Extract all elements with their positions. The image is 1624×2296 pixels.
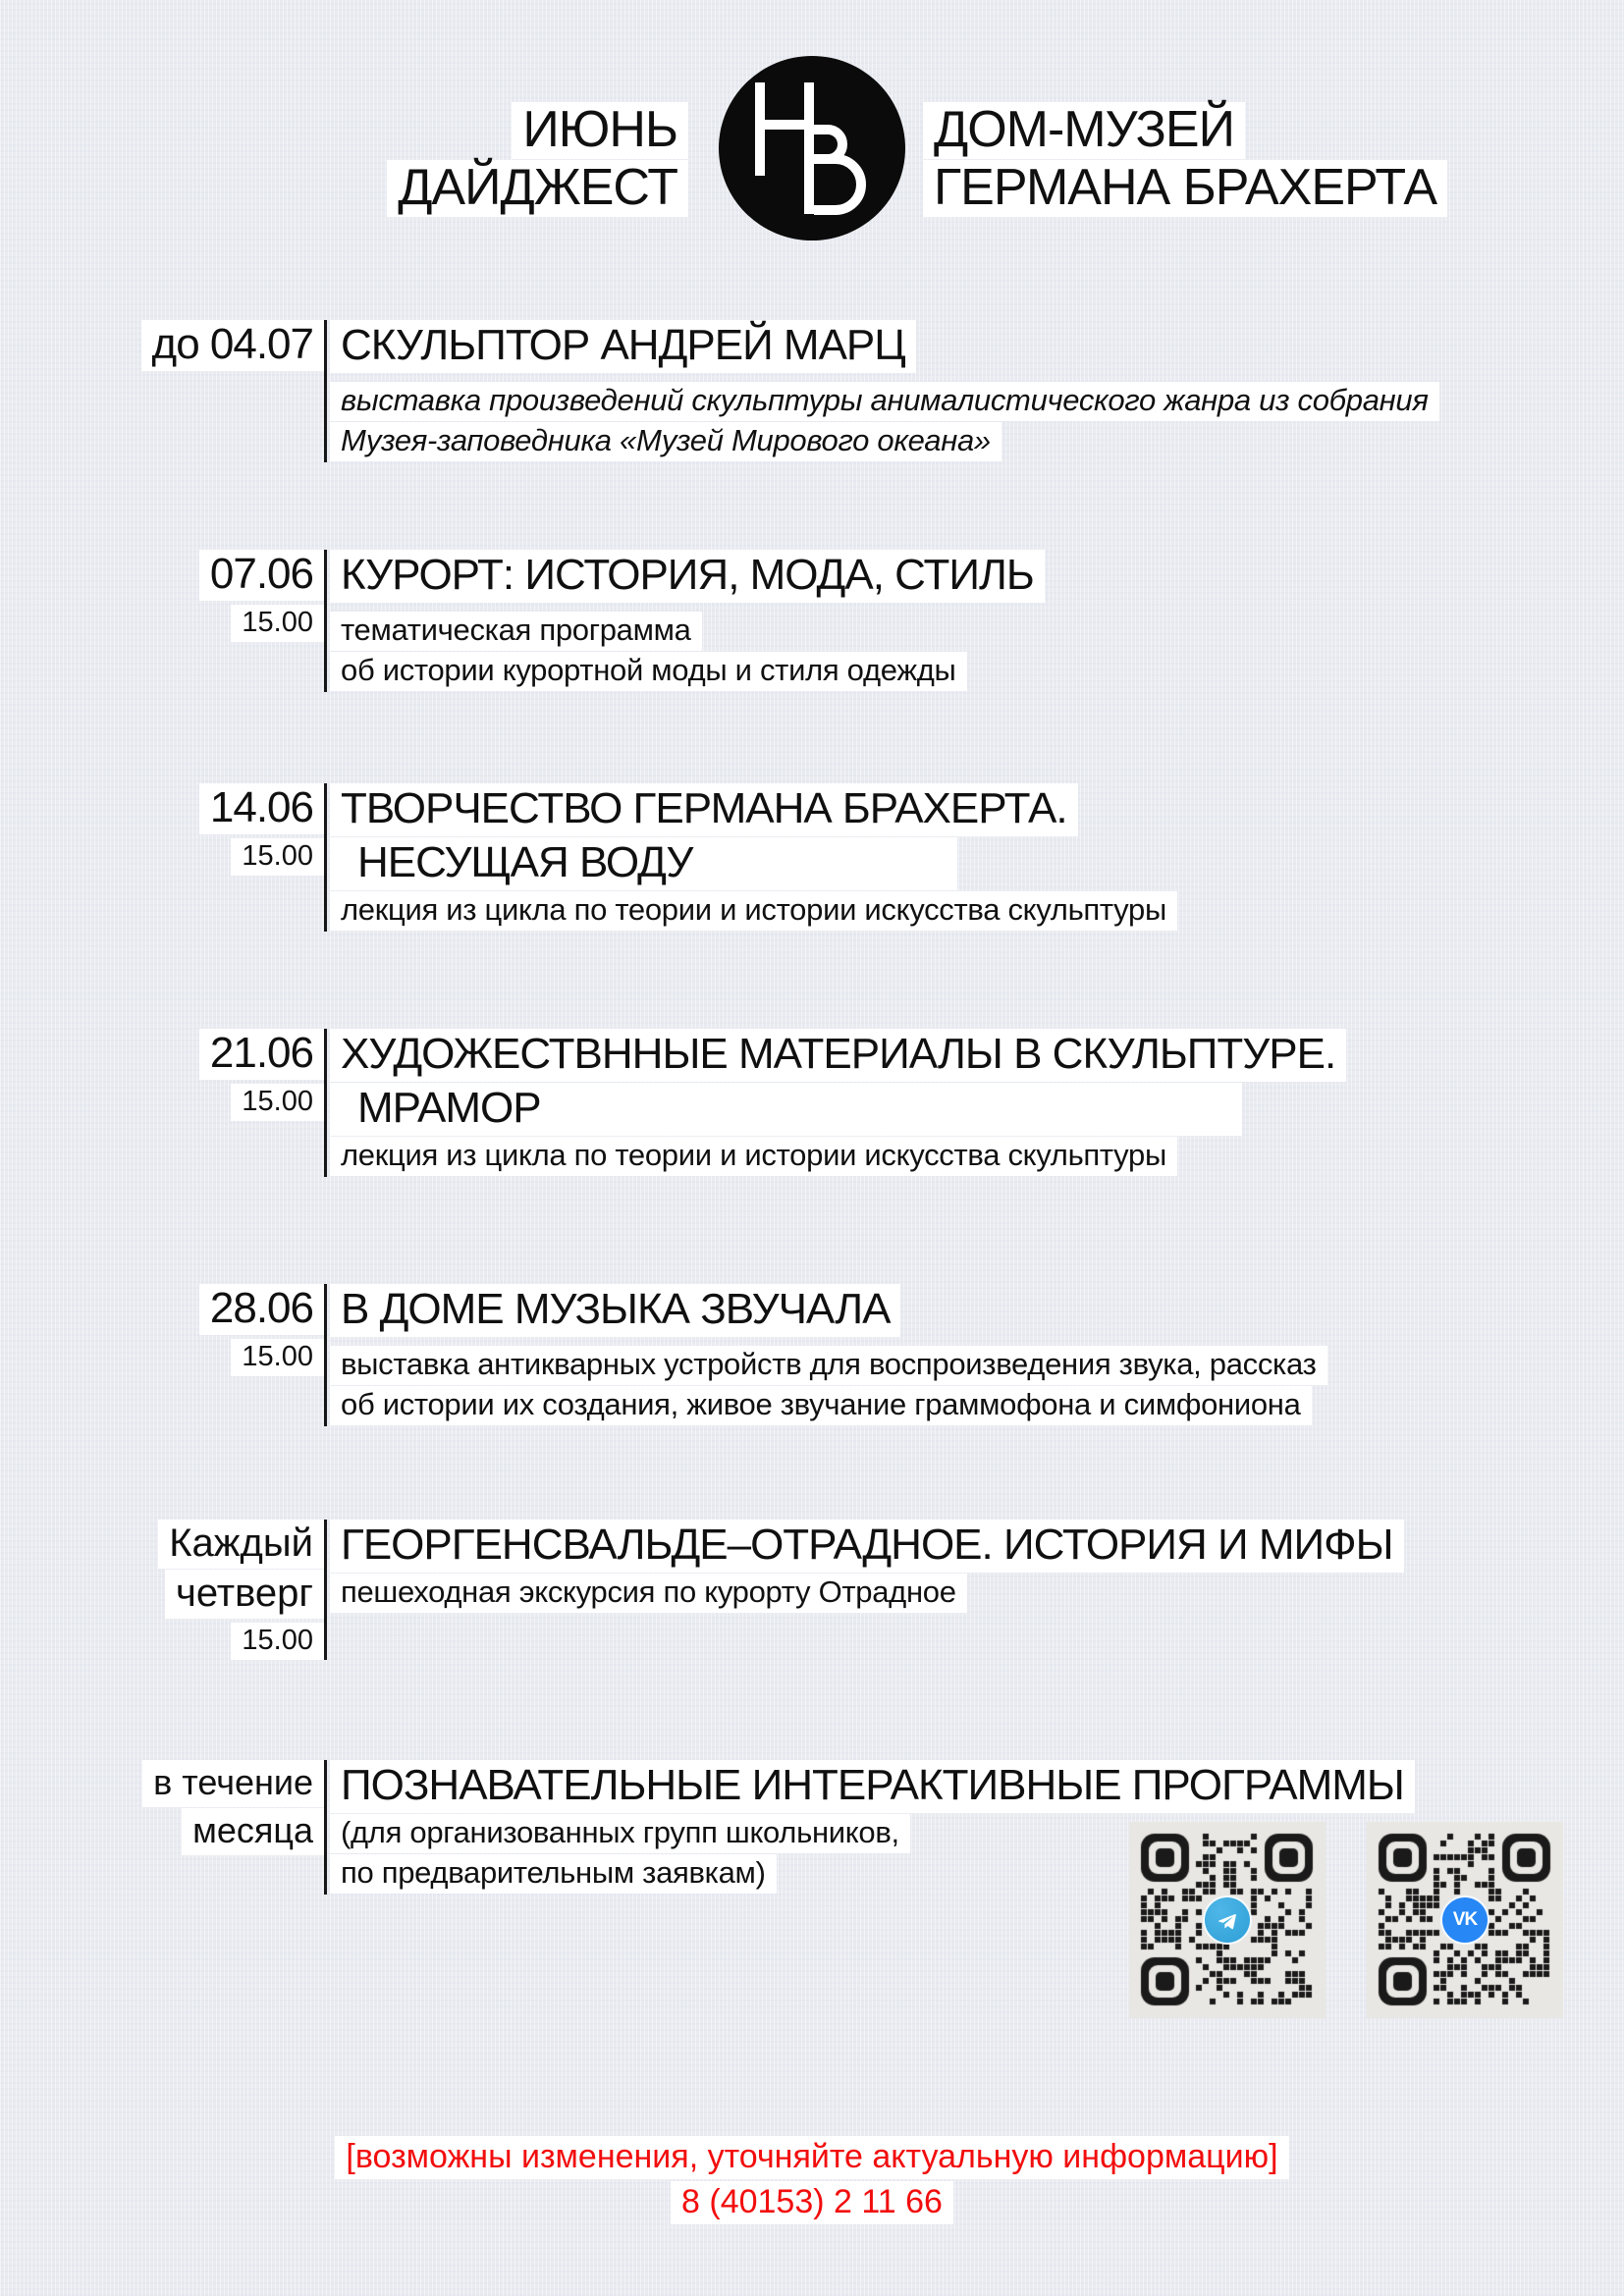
event-time: 15.00 (231, 1084, 324, 1121)
header-month-block (0, 102, 688, 218)
event-description: пешеходная экскурсия по курорту Отрадное (330, 1574, 967, 1613)
event-description: выставка произведений скульптуры анималистического жанра из собрания (330, 382, 1439, 421)
event-title: ТВОРЧЕСТВО ГЕРМАНА БРАХЕРТА. (330, 783, 1078, 836)
event-date-text: 14.06 (199, 783, 324, 834)
event-date-text: четверг (165, 1570, 324, 1619)
event-title: ПОЗНАВАТЕЛЬНЫЕ ИНТЕРАКТИВНЫЕ ПРОГРАММЫ (330, 1760, 1415, 1813)
event-description: об истории курортной моды и стиля одежды (330, 652, 967, 691)
header-museum-block (923, 102, 1447, 218)
event-item-marble-lecture (0, 1029, 1624, 1177)
event-title: КУРОРТ: ИСТОРИЯ, МОДА, СТИЛЬ (330, 550, 1045, 603)
vk-qr-code (1367, 1822, 1563, 2018)
event-date (0, 550, 324, 692)
event-item-excursion (0, 1520, 1624, 1660)
event-description: об истории их создания, живое звучание граммофона и симфониона (330, 1386, 1312, 1425)
event-time: 15.00 (231, 605, 324, 642)
museum-name-line1: ДОМ-МУЗЕЙ (923, 102, 1245, 159)
event-description: тематическая программа (330, 612, 702, 651)
event-title: ГЕОРГЕНСВАЛЬДЕ–ОТРАДНОЕ. ИСТОРИЯ И МИФЫ (330, 1520, 1404, 1573)
event-date (0, 1284, 324, 1426)
event-date-text: 07.06 (199, 550, 324, 601)
footer-phone: 8 (40153) 2 11 66 (671, 2181, 953, 2224)
museum-name-line2: ГЕРМАНА БРАХЕРТА (923, 160, 1447, 217)
event-date (0, 1520, 324, 1660)
header-month: ИЮНЬ (512, 102, 688, 159)
event-date-text: 21.06 (199, 1029, 324, 1080)
telegram-qr-code (1129, 1822, 1326, 2018)
museum-logo (718, 55, 906, 241)
header-digest: ДАЙДЖЕСТ (387, 160, 688, 217)
event-time: 15.00 (231, 1623, 324, 1660)
museum-logo-monogram-icon (718, 55, 906, 241)
event-description: лекция из цикла по теории и истории искусства скульптуры (330, 1137, 1177, 1176)
event-description: выставка антикварных устройств для воспроизведения звука, рассказ (330, 1346, 1327, 1385)
event-item-kurort (0, 550, 1624, 692)
event-title: МРАМОР (330, 1083, 1242, 1136)
event-time: 15.00 (231, 838, 324, 876)
footer-notice: [возможны изменения, уточняйте актуальную информацию] (335, 2136, 1288, 2179)
event-date (0, 1760, 324, 1895)
event-time: 15.00 (231, 1339, 324, 1376)
event-item-brachert-lecture (0, 783, 1624, 932)
event-item-sculptor-marts (0, 320, 1624, 462)
event-item-music-exhibition (0, 1284, 1624, 1426)
event-date-text: месяца (182, 1808, 324, 1855)
event-title: В ДОМЕ МУЗЫКА ЗВУЧАЛА (330, 1284, 900, 1337)
vk-icon-label: VK (1452, 1909, 1478, 1930)
event-description: Музея-заповедника «Музей Мирового океана» (330, 422, 1001, 461)
event-description: (для организованных групп школьников, (330, 1814, 910, 1853)
event-date (0, 1029, 324, 1177)
event-description: лекция из цикла по теории и истории искусства скульптуры (330, 891, 1177, 931)
event-date (0, 783, 324, 932)
poster-footer (27, 2136, 1597, 2226)
event-title: НЕСУЩАЯ ВОДУ (330, 837, 957, 890)
telegram-icon (1203, 1896, 1252, 1945)
vk-icon (1440, 1896, 1489, 1945)
event-title: ХУДОЖЕСТВННЫЕ МАТЕРИАЛЫ В СКУЛЬПТУРЕ. (330, 1029, 1346, 1082)
event-title: СКУЛЬПТОР АНДРЕЙ МАРЦ (330, 320, 916, 373)
event-date (0, 320, 324, 462)
event-description: по предварительным заявкам) (330, 1854, 777, 1894)
event-date-text: 28.06 (199, 1284, 324, 1335)
event-date-text: Каждый (158, 1520, 324, 1569)
event-date-text: в течение (142, 1760, 324, 1807)
qr-code-row (1129, 1822, 1563, 2018)
event-date-text: до 04.07 (141, 320, 324, 371)
